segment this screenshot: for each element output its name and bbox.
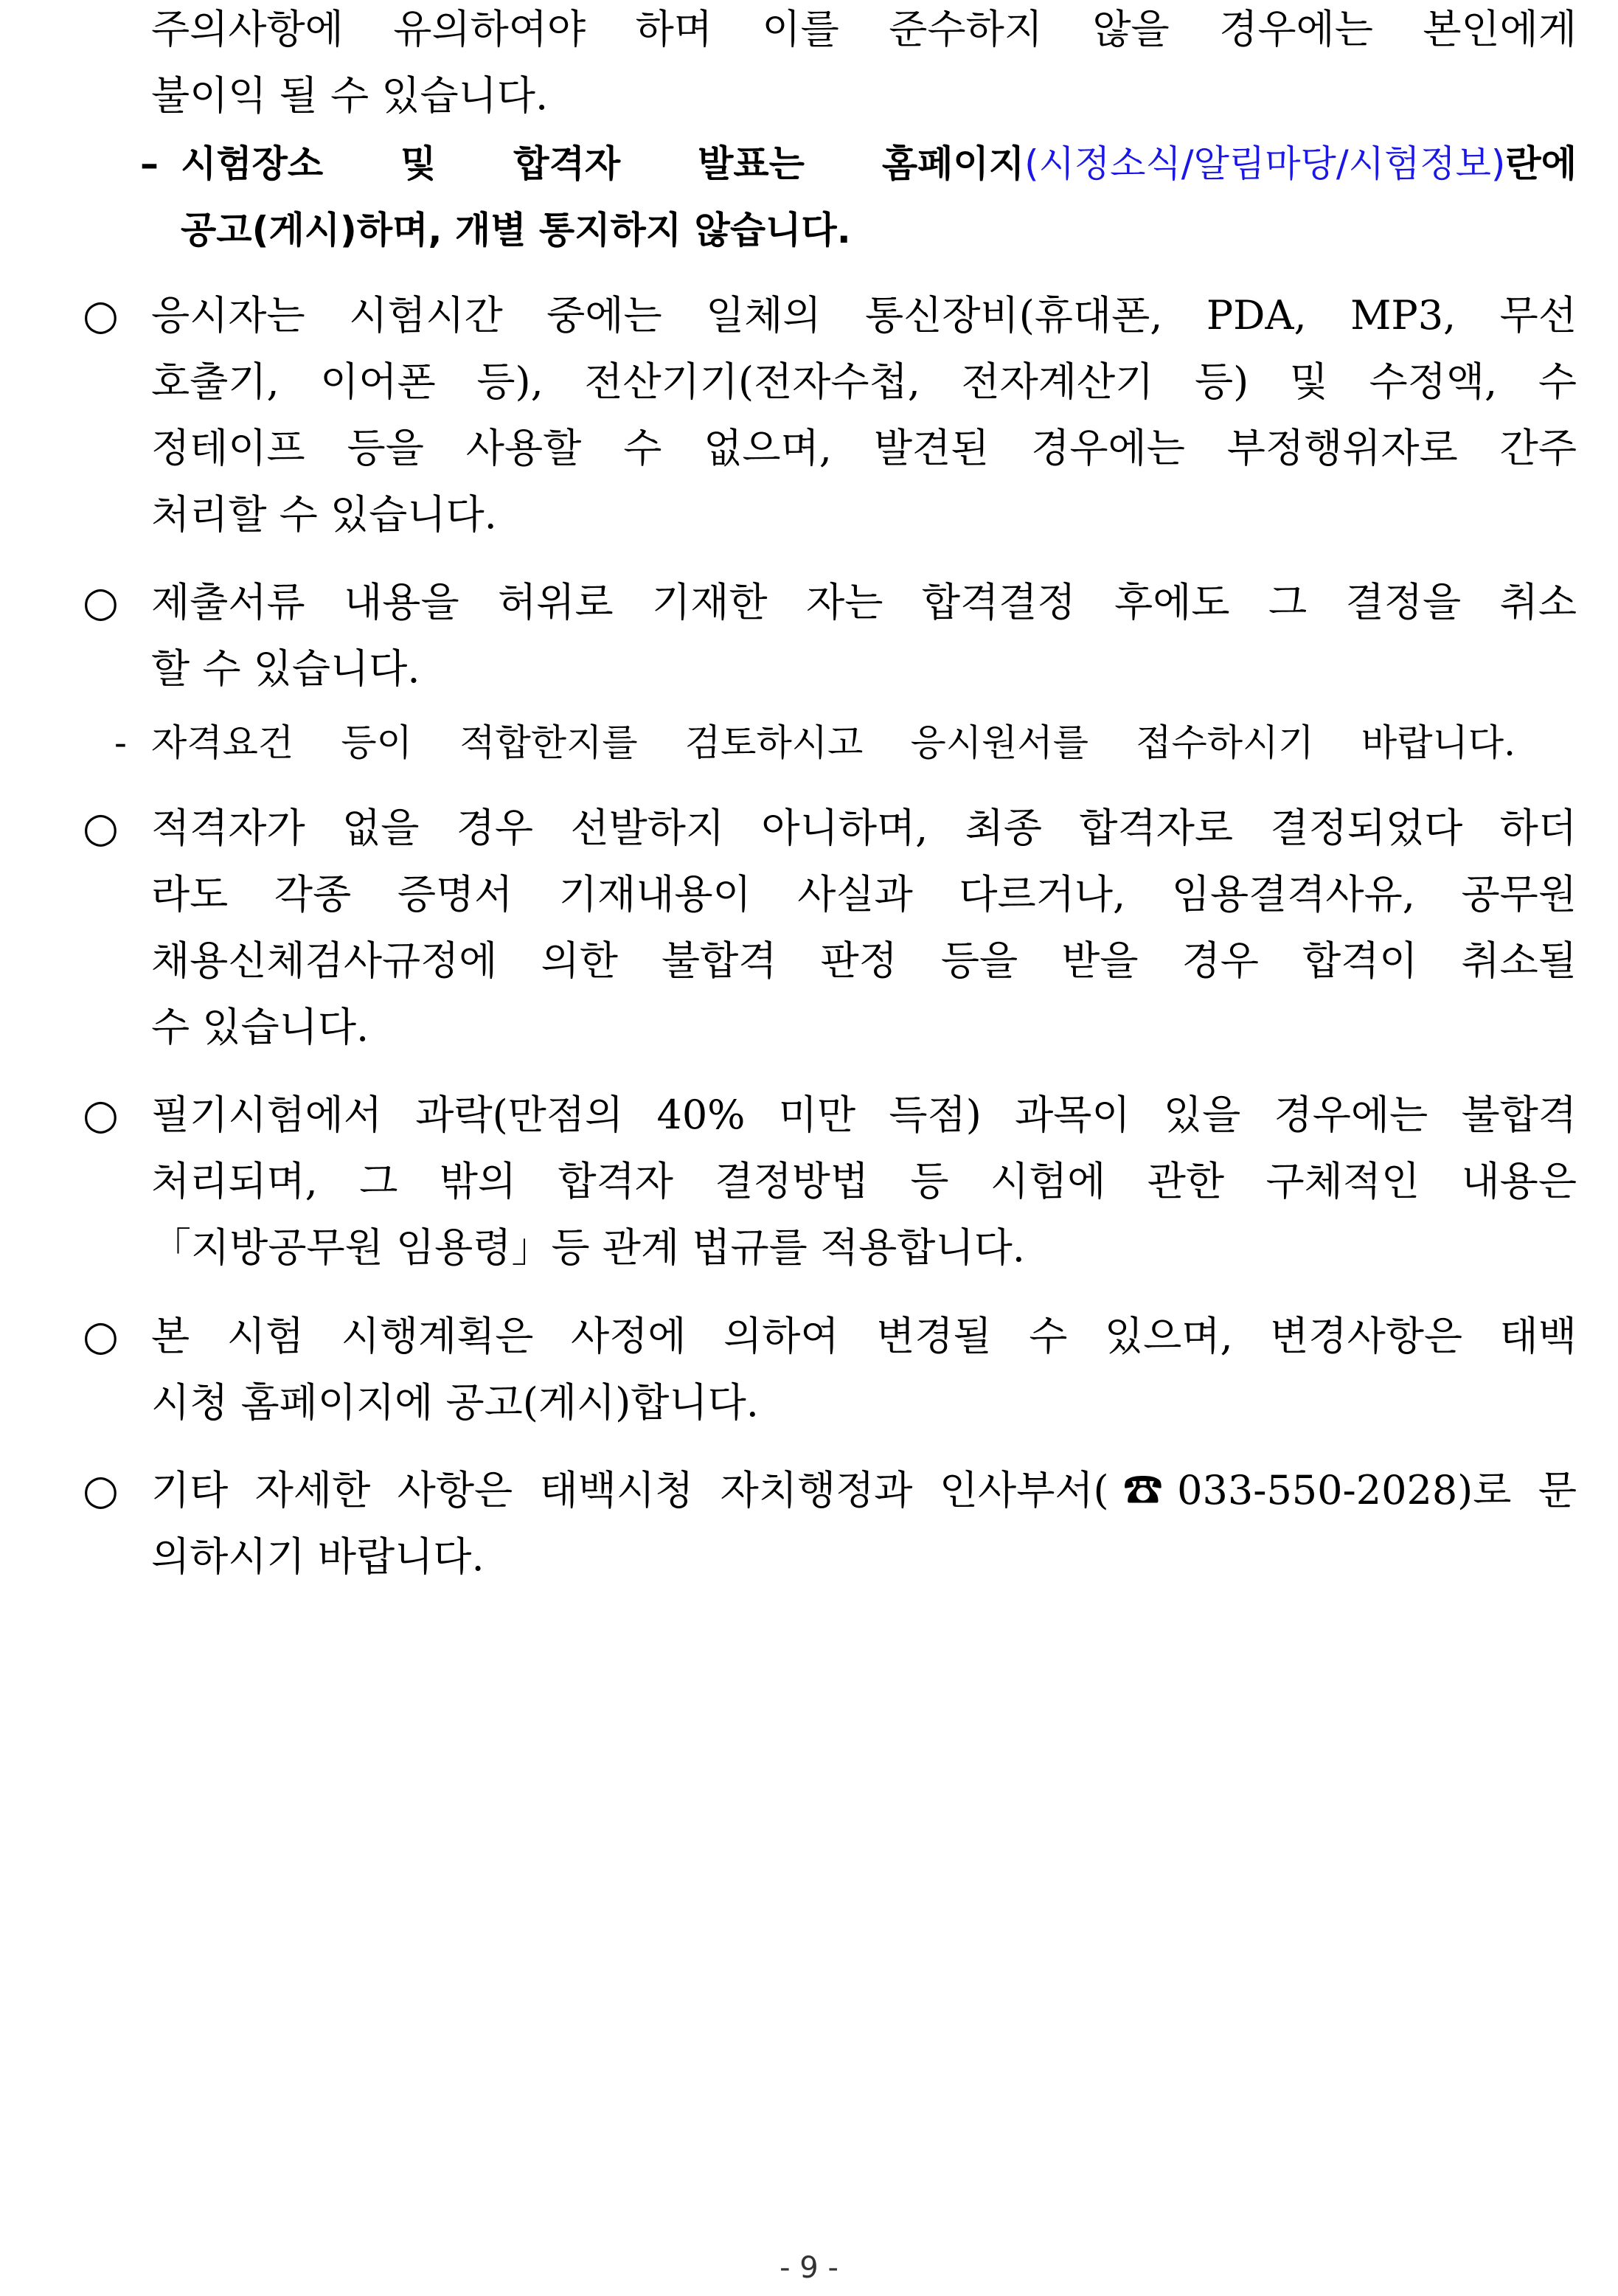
text-line: 자격요건 등이 적합한지를 검토하시고 응시원서를 접수하시기 바랍니다. [151,721,1515,764]
announce-text: 시험장소 및 합격자 발표는 홈페이지 [181,142,1025,185]
text-line: 채용신체검사규정에 의한 불합격 판정 등을 받을 경우 합격이 취소될 [151,937,1577,984]
written-exam-paragraph [151,1082,1577,1281]
text-line: 필기시험에서 과락(만점의 40% 미만 득점) 과목이 있을 경우에는 불합격 [151,1092,1577,1138]
text-line: 라도 각종 증명서 기재내용이 사실과 다르거나, 임용결격사유, 공무원 [151,871,1577,918]
announce-dash: – [140,142,159,185]
devices-paragraph [151,282,1577,548]
text-line: 적격자가 없을 경우 선발하지 아니하며, 최종 합격자로 결정되었다 하더 [151,805,1577,851]
bullet-circle: ○ [83,1466,119,1514]
announce-text-end: 란에 [1505,142,1577,185]
text-line: 주의사항에 유의하여야 하며 이를 준수하지 않을 경우에는 본인에게 [151,6,1577,52]
announce-paragraph [181,131,1577,263]
text-line: 할 수 있습니다. [151,645,420,692]
text-line: 의하시기 바랍니다. [151,1533,485,1580]
no-qualified-paragraph [151,795,1577,1061]
bullet-circle: ○ [83,578,119,626]
qualification-dash: - [114,721,127,764]
caution-continuation [151,0,1577,129]
text-line: 응시자는 시험시간 중에는 일체의 통신장비(휴대폰, PDA, MP3, 무선 [151,292,1577,339]
bullet-circle: ○ [83,1312,119,1360]
bullet-circle: ○ [83,1091,119,1139]
text-line: 처리할 수 있습니다. [151,491,497,538]
text-line: 시청 홈페이지에 공고(게시)합니다. [151,1379,759,1426]
text-line: 수 있습니다. [151,1004,369,1050]
plan-change-paragraph [151,1303,1577,1436]
page-number: - 9 - [780,2251,838,2285]
text-line: 정테이프 등을 사용할 수 없으며, 발견된 경우에는 부정행위자로 간주 [151,425,1577,471]
text-line: 처리되며, 그 밖의 합격자 결정방법 등 시험에 관한 구체적인 내용은 [151,1158,1577,1204]
qualification-note [151,710,1515,776]
documents-paragraph [151,569,1577,702]
contact-paragraph [151,1457,1577,1590]
text-line: 불이익 될 수 있습니다. [151,72,549,119]
announce-line-2: 공고(게시)하며, 개별 통지하지 않습니다. [181,209,851,252]
text-line: 본 시험 시행계획은 사정에 의하여 변경될 수 있으며, 변경사항은 태백 [151,1313,1577,1359]
bullet-circle: ○ [83,291,119,339]
text-line: 제출서류 내용을 허위로 기재한 자는 합격결정 후에도 그 결정을 취소 [151,579,1577,625]
announce-line-1 [181,131,1577,197]
text-line: 호출기, 이어폰 등), 전산기기(전자수첩, 전자계산기 등) 및 수정액, 수 [151,358,1577,405]
text-line: 기타 자세한 사항은 태백시청 자치행정과 인사부서(☎033-550-2028)로 문 [151,1467,1577,1513]
bullet-circle: ○ [83,804,119,852]
homepage-menu-path: (시정소식/알림마당/시험정보) [1024,142,1506,185]
text-line: 「지방공무원 임용령」등 관계 법규를 적용합니다. [151,1224,1025,1271]
